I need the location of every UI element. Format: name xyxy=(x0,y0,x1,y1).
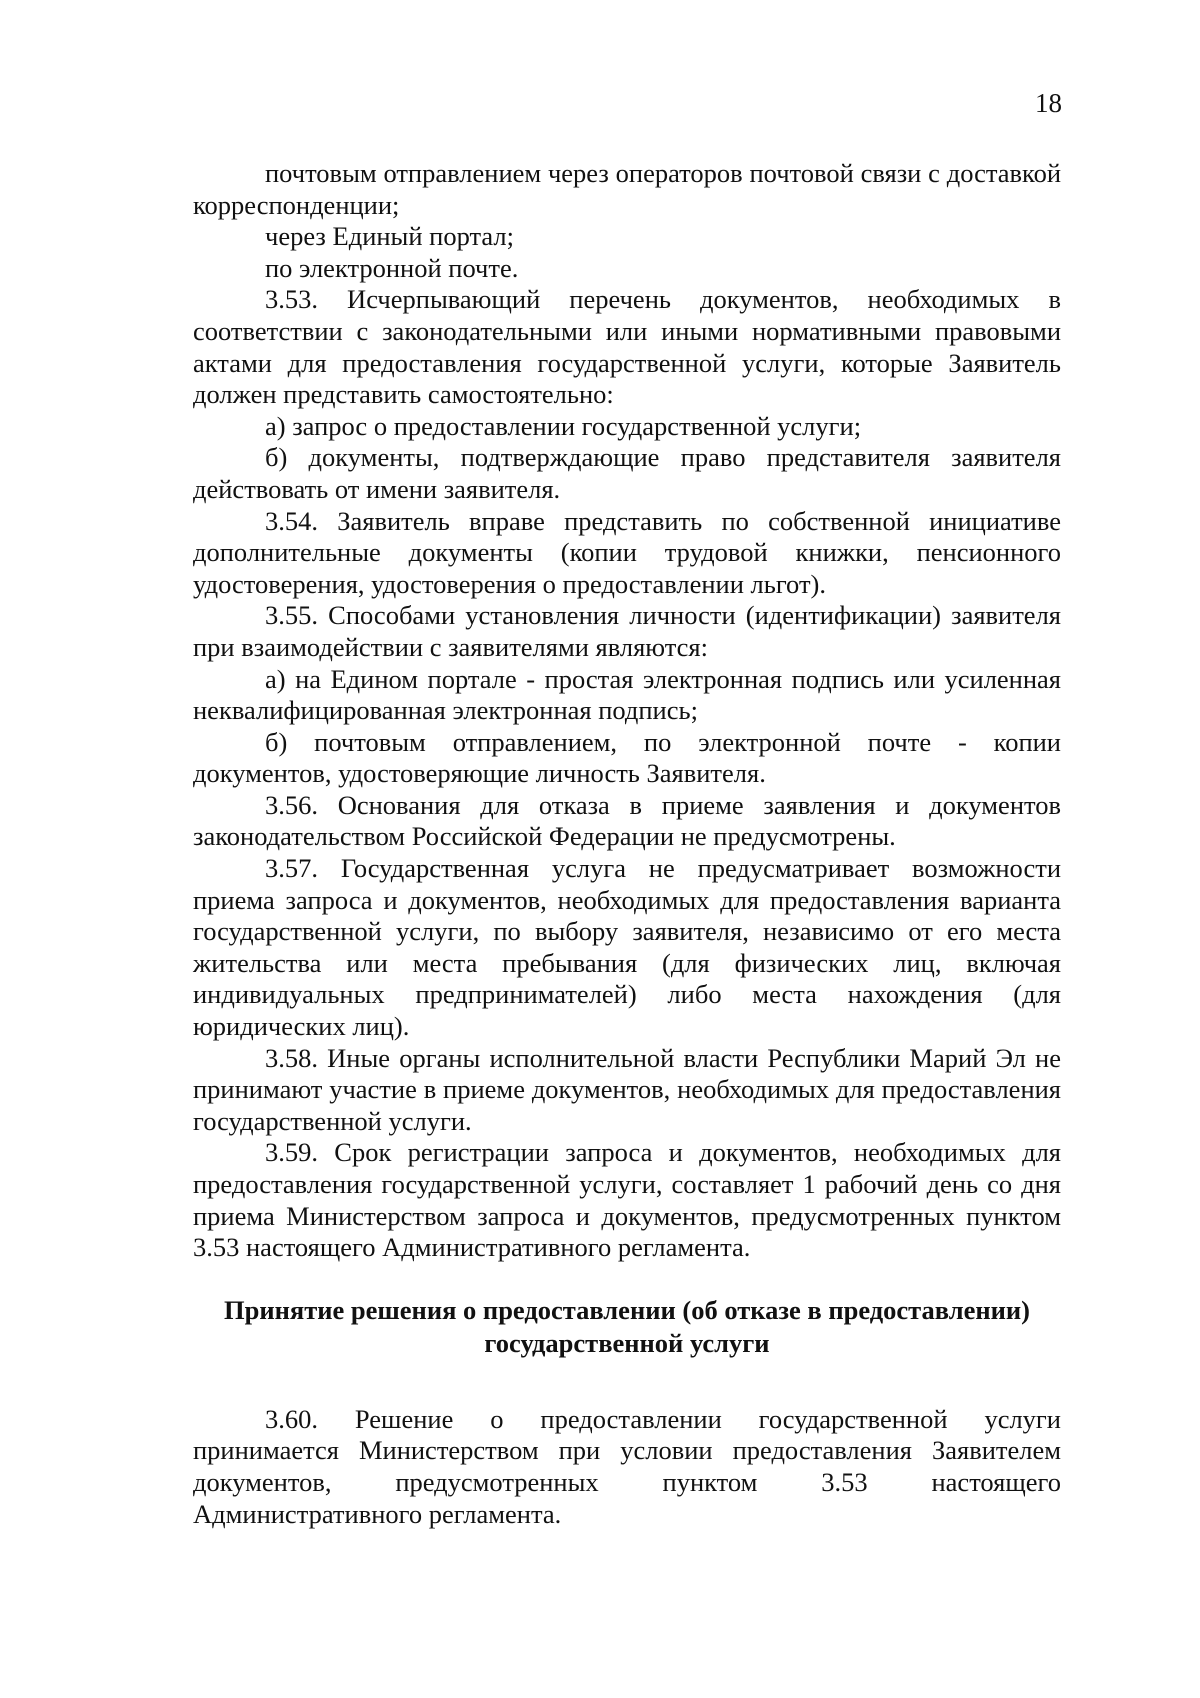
heading-spacer xyxy=(193,1360,1061,1404)
paragraph-3-59: 3.59. Срок регистрации запроса и документов, необходимых для предоставления государственной услуги, составляет 1 рабочий день со дня приема Министерством запроса и документов, предусмотренных пунктом 3.53 настоящего Административного регламента. xyxy=(193,1137,1061,1263)
page-number: 18 xyxy=(1035,88,1062,118)
paragraph-3-53-a: а) запрос о предоставлении государственной услуги; xyxy=(265,410,862,441)
paragraph-3-57: 3.57. Государственная услуга не предусматривает возможности приема запроса и документов, необходимых для предоставления варианта государственной услуги, по выбору заявителя, независимо от его места жительства или места пребывания (для физических лиц, включая индивидуальных предпринимателей) либо места нахождения (для юридических лиц). xyxy=(193,853,1061,1042)
document-body xyxy=(193,158,1061,1530)
paragraph-3-55-b: б) почтовым отправлением, по электронной почте - копии документов, удостоверяющие личность Заявителя. xyxy=(193,726,1061,789)
paragraph-delivery-email: по электронной почте. xyxy=(265,252,519,283)
paragraph-3-56: 3.56. Основания для отказа в приеме заявления и документов законодательством Российской Федерации не предусмотрены. xyxy=(193,789,1061,852)
paragraph-3-53-b: б) документы, подтверждающие право представителя заявителя действовать от имени заявителя. xyxy=(193,442,1061,504)
paragraph-3-55-a: а) на Едином портале - простая электронная подпись или усиленная неквалифицированная электронная подпись; xyxy=(193,663,1061,726)
paragraph-3-53: 3.53. Исчерпывающий перечень документов, необходимых в соответствии с законодательными или иными нормативными правовыми актами для предоставления государственной услуги, которые Заявитель должен представить самостоятельно: xyxy=(193,284,1061,410)
paragraph-3-60: 3.60. Решение о предоставлении государственной услуги принимается Министерством при условии предоставления Заявителем документов, предусмотренных пунктом 3.53 настоящего Административного регламента. xyxy=(193,1403,1061,1529)
section-heading-line-2: государственной услуги xyxy=(484,1327,770,1358)
paragraph-delivery-post: почтовым отправлением через операторов почтовой связи с доставкой корреспонденции; xyxy=(193,158,1061,220)
paragraph-3-55: 3.55. Способами установления личности (идентификации) заявителя при взаимодействии с заявителями являются: xyxy=(193,600,1061,662)
paragraph-3-58: 3.58. Иные органы исполнительной власти Республики Марий Эл не принимают участие в приеме документов, необходимых для предоставления государственной услуги. xyxy=(193,1042,1061,1136)
section-heading xyxy=(193,1294,1061,1360)
paragraph-delivery-portal: через Единый портал; xyxy=(265,221,514,252)
section-heading-line-1: Принятие решения о предоставлении (об отказе в предоставлении) xyxy=(224,1294,1030,1325)
paragraph-3-54: 3.54. Заявитель вправе представить по собственной инициативе дополнительные документы (копии трудовой книжки, пенсионного удостоверения, удостоверения о предоставлении льгот). xyxy=(193,505,1061,599)
